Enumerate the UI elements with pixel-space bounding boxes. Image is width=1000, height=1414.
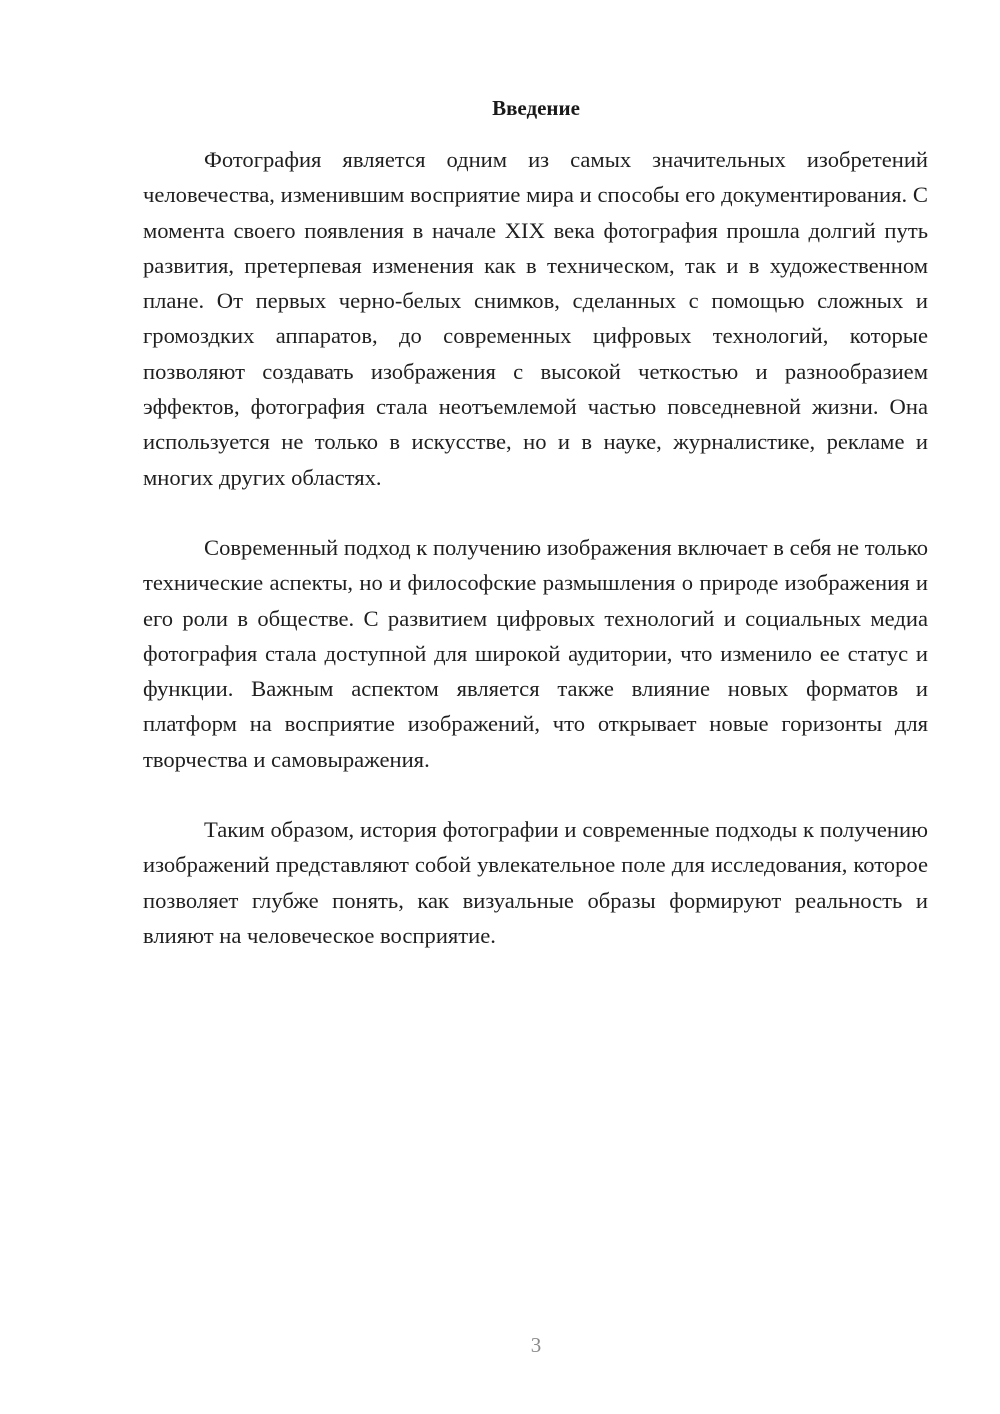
page-number: 3 — [530, 1333, 542, 1357]
section-heading: Введение — [492, 96, 580, 120]
paragraph-intro: Фотография является одним из самых значительных изобретений человечества, изменившим восприятие мира и способы его документирования. С момента своего появления в начале XIX века фотография прошла долгий путь развития, претерпевая изменения как в техническом, так и в художественном плане. От первых черно-белых снимков, сделанных с помощью сложных и громоздких аппаратов, до современных цифровых технологий, которые позволяют создавать изображения с высокой четкостью и разнообразием эффектов, фотография стала неотъемлемой частью повседневной жизни. Она используется не только в искусстве, но и в науке, журналистике, рекламе и многих других областях. — [143, 147, 928, 490]
paragraph-modern-approach: Современный подход к получению изображения включает в себя не только технические аспекты, но и философские размышления о природе изображения и его роли в обществе. С развитием цифровых технологий и социальных медиа фотография стала доступной для широкой аудитории, что изменило ее статус и функции. Важным аспектом является также влияние новых форматов и платформ на восприятие изображений, что открывает новые горизонты для творчества и самовыражения. — [143, 534, 928, 772]
paragraph-conclusion: Таким образом, история фотографии и современные подходы к получению изображений представляют собой увлекательное поле для исследования, которое позволяет глубже понять, как визуальные образы формируют реальность и влияют на человеческое восприятие. — [143, 817, 928, 948]
body-text — [143, 142, 928, 953]
